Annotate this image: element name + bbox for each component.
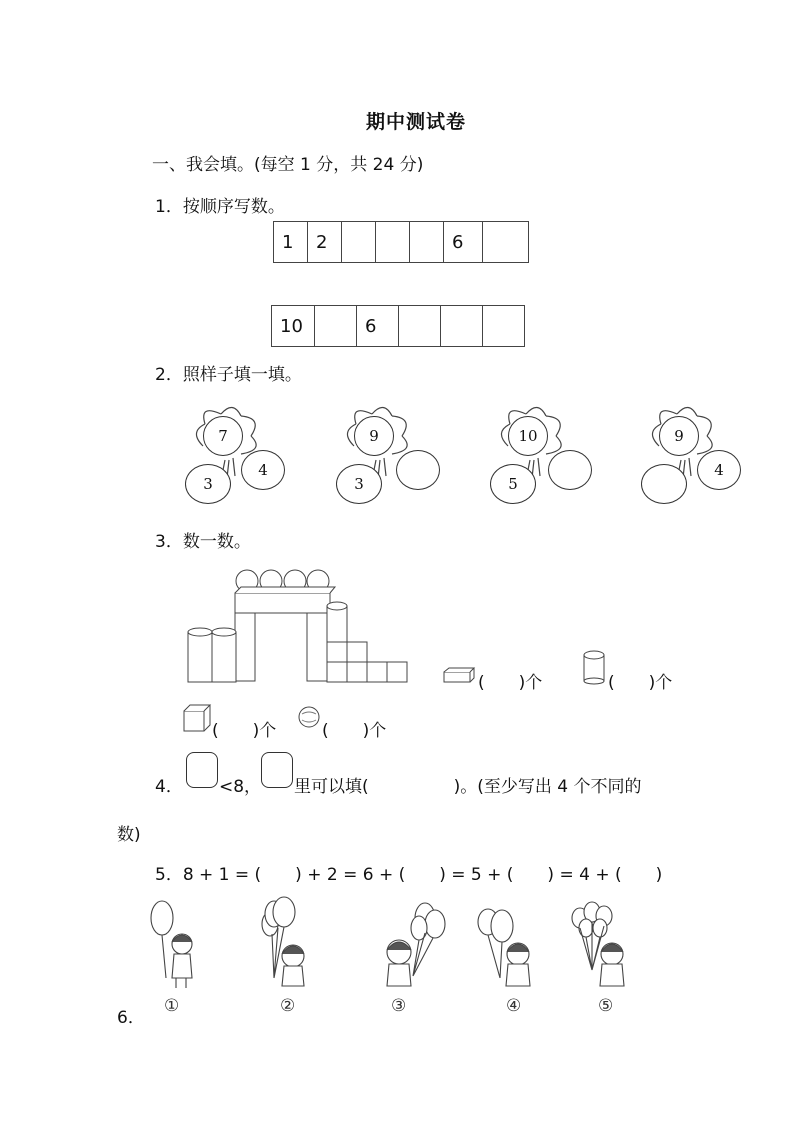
sphere-icon <box>298 706 320 728</box>
flower-right-number[interactable] <box>396 450 440 490</box>
cuboid-icon <box>443 666 475 684</box>
block-stack-illustration <box>185 566 425 686</box>
flower-left-number[interactable]: 3 <box>185 464 231 504</box>
q1-sequence-row-2 <box>271 305 525 347</box>
q4-wrap: 数) <box>117 825 141 845</box>
seq-cell[interactable] <box>342 222 376 263</box>
flower-top-number: 7 <box>203 416 243 456</box>
child-with-balloons-icon <box>476 898 536 993</box>
answer-box[interactable] <box>186 752 218 788</box>
flower-left-number[interactable]: 3 <box>336 464 382 504</box>
flower-right-number[interactable]: 4 <box>241 450 285 490</box>
flower-4 <box>641 402 741 502</box>
child-with-balloons-icon <box>383 898 449 993</box>
flower-1 <box>185 402 285 502</box>
section-heading: 一、我会填。(每空 1 分，共 24 分) <box>152 155 424 175</box>
seq-cell[interactable] <box>399 306 441 347</box>
flower-left-number[interactable] <box>641 464 687 504</box>
child-number: ④ <box>506 996 522 1016</box>
seq-cell[interactable] <box>483 306 525 347</box>
flower-top-number: 9 <box>354 416 394 456</box>
cylinder-count[interactable]: ( )个 <box>608 673 673 693</box>
q4-inequality: <8， <box>219 777 262 797</box>
child-number: ① <box>164 996 180 1016</box>
child-3 <box>383 898 449 1018</box>
flower-top-number: 10 <box>508 416 548 456</box>
q6-label: 6． <box>117 1008 145 1028</box>
seq-cell[interactable]: 10 <box>272 306 315 347</box>
child-1 <box>146 898 206 1018</box>
child-with-balloon-icon <box>146 898 206 993</box>
q4-question: 里可以填( )。(至少写出 4 个不同的 <box>294 777 642 797</box>
cube-count[interactable]: ( )个 <box>212 721 277 741</box>
q1-sequence-row-1 <box>273 221 529 263</box>
seq-cell[interactable] <box>376 222 410 263</box>
child-with-balloons-icon <box>260 898 320 993</box>
answer-box[interactable] <box>261 752 293 788</box>
child-with-balloons-icon <box>570 898 630 993</box>
page-title: 期中测试卷 <box>366 111 467 133</box>
seq-cell[interactable] <box>315 306 357 347</box>
child-number: ② <box>280 996 296 1016</box>
seq-cell[interactable] <box>441 306 483 347</box>
flower-2 <box>336 402 436 502</box>
child-5 <box>570 898 630 1018</box>
flower-right-number[interactable]: 4 <box>697 450 741 490</box>
child-number: ⑤ <box>598 996 614 1016</box>
flower-3 <box>490 402 590 502</box>
q4-prefix: 4． <box>155 777 183 797</box>
seq-cell[interactable] <box>483 222 529 263</box>
flower-right-number[interactable] <box>548 450 592 490</box>
q2-label: 2．照样子填一填。 <box>155 365 302 385</box>
seq-cell[interactable]: 2 <box>308 222 342 263</box>
flower-top-number: 9 <box>659 416 699 456</box>
cube-icon <box>183 704 211 732</box>
seq-cell[interactable]: 1 <box>274 222 308 263</box>
seq-cell[interactable] <box>410 222 444 263</box>
q3-label: 3．数一数。 <box>155 532 251 552</box>
q1-label: 1．按顺序写数。 <box>155 197 285 217</box>
child-4 <box>476 898 536 1018</box>
flower-left-number[interactable]: 5 <box>490 464 536 504</box>
sphere-count[interactable]: ( )个 <box>322 721 387 741</box>
child-number: ③ <box>391 996 407 1016</box>
child-2 <box>260 898 320 1018</box>
cylinder-icon <box>582 650 606 684</box>
q5-equation: 5．8 + 1 = ( ) + 2 = 6 + ( ) = 5 + ( ) = 4 + ( ) <box>155 865 663 885</box>
seq-cell[interactable]: 6 <box>444 222 483 263</box>
seq-cell[interactable]: 6 <box>357 306 399 347</box>
cuboid-count[interactable]: ( )个 <box>478 673 543 693</box>
